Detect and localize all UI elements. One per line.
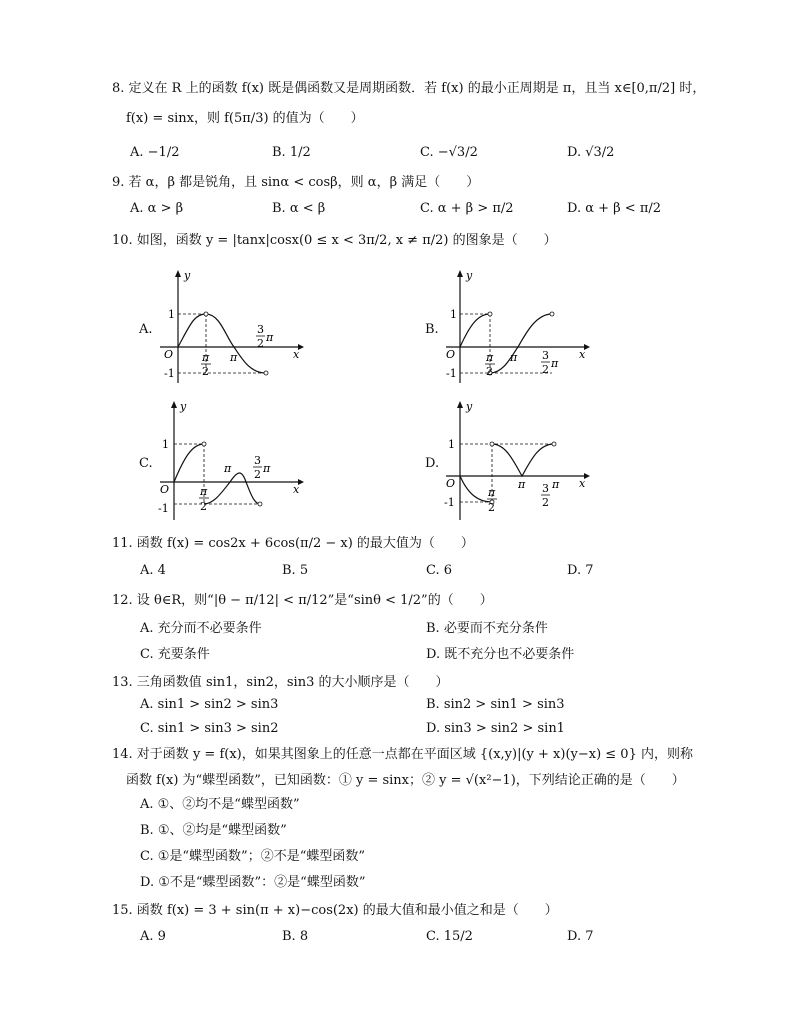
q11-option-b[interactable]: B. 5 — [282, 563, 309, 578]
graph-d-three-half-num: 3 — [542, 482, 549, 495]
graph-d-curve — [492, 444, 554, 476]
graph-a-y-label: y — [184, 269, 191, 282]
graph-d-three-half-pi: π — [552, 478, 560, 491]
q12-option-d[interactable]: D. 既不充分也不必要条件 — [426, 647, 575, 662]
question-12-stem: 12. 设 θ∈R，则“|θ − π/12| < π/12”是“sinθ < 1/2”的（ ） — [112, 593, 493, 608]
graph-b-three-half-num: 3 — [542, 349, 549, 362]
graph-a-three-half-num: 3 — [257, 323, 264, 336]
graph-c-three-half-pi: π — [263, 462, 271, 475]
q13-option-a[interactable]: A. sin1 > sin2 > sin3 — [140, 697, 279, 712]
q12-option-b[interactable]: B. 必要而不充分条件 — [426, 621, 548, 636]
graph-a-neg-one: -1 — [164, 367, 175, 380]
graph-d — [436, 398, 596, 523]
q13-option-d[interactable]: D. sin3 > sin2 > sin1 — [426, 721, 565, 736]
question-9-stem: 9. 若 α，β 都是锐角，且 sinα < cosβ，则 α，β 满足（ ） — [112, 175, 480, 190]
graph-b — [436, 265, 596, 385]
q9-option-d[interactable]: D. α + β < π/2 — [567, 201, 662, 216]
graph-d-origin: O — [446, 477, 456, 490]
graph-c-pi-half-den: 2 — [200, 500, 207, 513]
graph-b-neg-one: -1 — [446, 367, 457, 380]
graph-c-y-label: y — [180, 400, 187, 413]
graph-c-x-label: x — [293, 483, 300, 496]
q14-option-b[interactable]: B. ①、②均是“蝶型函数” — [140, 823, 287, 838]
q15-option-d[interactable]: D. 7 — [567, 929, 594, 944]
graph-a-label[interactable]: A. — [139, 322, 153, 337]
graph-d-neg-one: -1 — [444, 496, 455, 509]
q9-option-a[interactable]: A. α > β — [130, 201, 184, 216]
q14-option-a[interactable]: A. ①、②均不是“蝶型函数” — [140, 797, 300, 812]
graph-c-three-half-den: 2 — [254, 468, 261, 481]
q15-option-a[interactable]: A. 9 — [140, 929, 166, 944]
graph-b-origin: O — [446, 348, 456, 361]
graph-a-origin: O — [164, 348, 174, 361]
q15-option-c[interactable]: C. 15/2 — [426, 929, 473, 944]
question-8-line2: f(x) = sinx，则 f(5π/3) 的值为（ ） — [126, 111, 364, 126]
graph-a-three-half-den: 2 — [257, 337, 264, 350]
graph-a-pi-half-den: 2 — [202, 365, 209, 378]
q11-option-c[interactable]: C. 6 — [426, 563, 453, 578]
q14-option-c[interactable]: C. ①是“蝶型函数”；②不是“蝶型函数” — [140, 849, 365, 864]
question-11-stem: 11. 函数 f(x) = cos2x + 6cos(π/2 − x) 的最大值为（ ） — [112, 536, 474, 551]
question-13-stem: 13. 三角函数值 sin1，sin2，sin3 的大小顺序是（ ） — [112, 675, 449, 690]
graph-c — [150, 398, 310, 523]
graph-c-origin: O — [160, 483, 170, 496]
graph-b-three-half-pi: π — [551, 357, 559, 370]
graph-d-pi-half-num: π — [488, 486, 496, 499]
graph-b-pi-half-den: 2 — [486, 365, 493, 378]
q14-option-d[interactable]: D. ①不是“蝶型函数”：②是“蝶型函数” — [140, 875, 366, 890]
graph-c-pi-half-num: π — [200, 485, 208, 498]
graph-b-three-half-den: 2 — [542, 363, 549, 376]
graph-d-x-label: x — [579, 477, 586, 490]
graph-a — [150, 265, 310, 385]
graph-a-pi-half-num: π — [202, 351, 210, 364]
q9-option-b[interactable]: B. α < β — [272, 201, 326, 216]
question-14-line2: 函数 f(x) 为“蝶型函数”，已知函数：① y = sinx；② y = √(x²−1)，下列结论正确的是（ ） — [126, 773, 685, 788]
graph-b-pi: π — [510, 351, 518, 364]
graph-d-one: 1 — [448, 438, 455, 451]
question-8-line1: 8. 定义在 R 上的函数 f(x) 既是偶函数又是周期函数．若 f(x) 的最小正周期是 π，且当 x∈[0,π/2] 时， — [112, 81, 706, 96]
q8-option-c[interactable]: C. −√3/2 — [420, 145, 478, 160]
graph-b-x-label: x — [579, 348, 586, 361]
graph-a-pi: π — [230, 351, 238, 364]
graph-a-x-label: x — [293, 348, 300, 361]
graph-b-one: 1 — [450, 308, 457, 321]
q8-option-a[interactable]: A. −1/2 — [130, 145, 180, 160]
q13-option-b[interactable]: B. sin2 > sin1 > sin3 — [426, 697, 565, 712]
q8-option-b[interactable]: B. 1/2 — [272, 145, 311, 160]
question-10-stem: 10. 如图，函数 y = |tanx|cosx(0 ≤ x < 3π/2, x ≠ π/2) 的图象是（ ） — [112, 233, 557, 248]
question-14-line1: 14. 对于函数 y = f(x)，如果其图象上的任意一点都在平面区域 {(x,y)|(y + x)(y−x) ≤ 0} 内，则称 — [112, 747, 693, 762]
graph-b-y-label: y — [466, 269, 473, 282]
graph-d-label[interactable]: D. — [425, 456, 440, 471]
graph-c-pi: π — [224, 462, 232, 475]
graph-a-one: 1 — [168, 308, 175, 321]
graph-c-label[interactable]: C. — [139, 456, 153, 471]
graph-a-three-half-pi: π — [266, 331, 274, 344]
q9-option-c[interactable]: C. α + β > π/2 — [420, 201, 514, 216]
graph-d-three-half-den: 2 — [542, 496, 549, 509]
graph-c-three-half-num: 3 — [254, 454, 261, 467]
question-15-stem: 15. 函数 f(x) = 3 + sin(π + x)−cos(2x) 的最大值和最小值之和是（ ） — [112, 903, 558, 918]
graph-d-pi: π — [518, 478, 526, 491]
q12-option-c[interactable]: C. 充要条件 — [140, 647, 210, 662]
graph-b-label[interactable]: B. — [425, 322, 439, 337]
q13-option-c[interactable]: C. sin1 > sin3 > sin2 — [140, 721, 279, 736]
q12-option-a[interactable]: A. 充分而不必要条件 — [140, 621, 262, 636]
graph-c-curve — [204, 473, 260, 504]
q8-option-d[interactable]: D. √3/2 — [567, 145, 615, 160]
graph-b-pi-half-num: π — [486, 351, 494, 364]
graph-a-curve — [178, 314, 266, 373]
graph-c-neg-one: -1 — [158, 502, 169, 515]
q11-option-a[interactable]: A. 4 — [140, 563, 166, 578]
q15-option-b[interactable]: B. 8 — [282, 929, 309, 944]
graph-d-pi-half-den: 2 — [488, 501, 495, 514]
q11-option-d[interactable]: D. 7 — [567, 563, 594, 578]
graph-c-one: 1 — [162, 438, 169, 451]
graph-d-y-label: y — [466, 400, 473, 413]
